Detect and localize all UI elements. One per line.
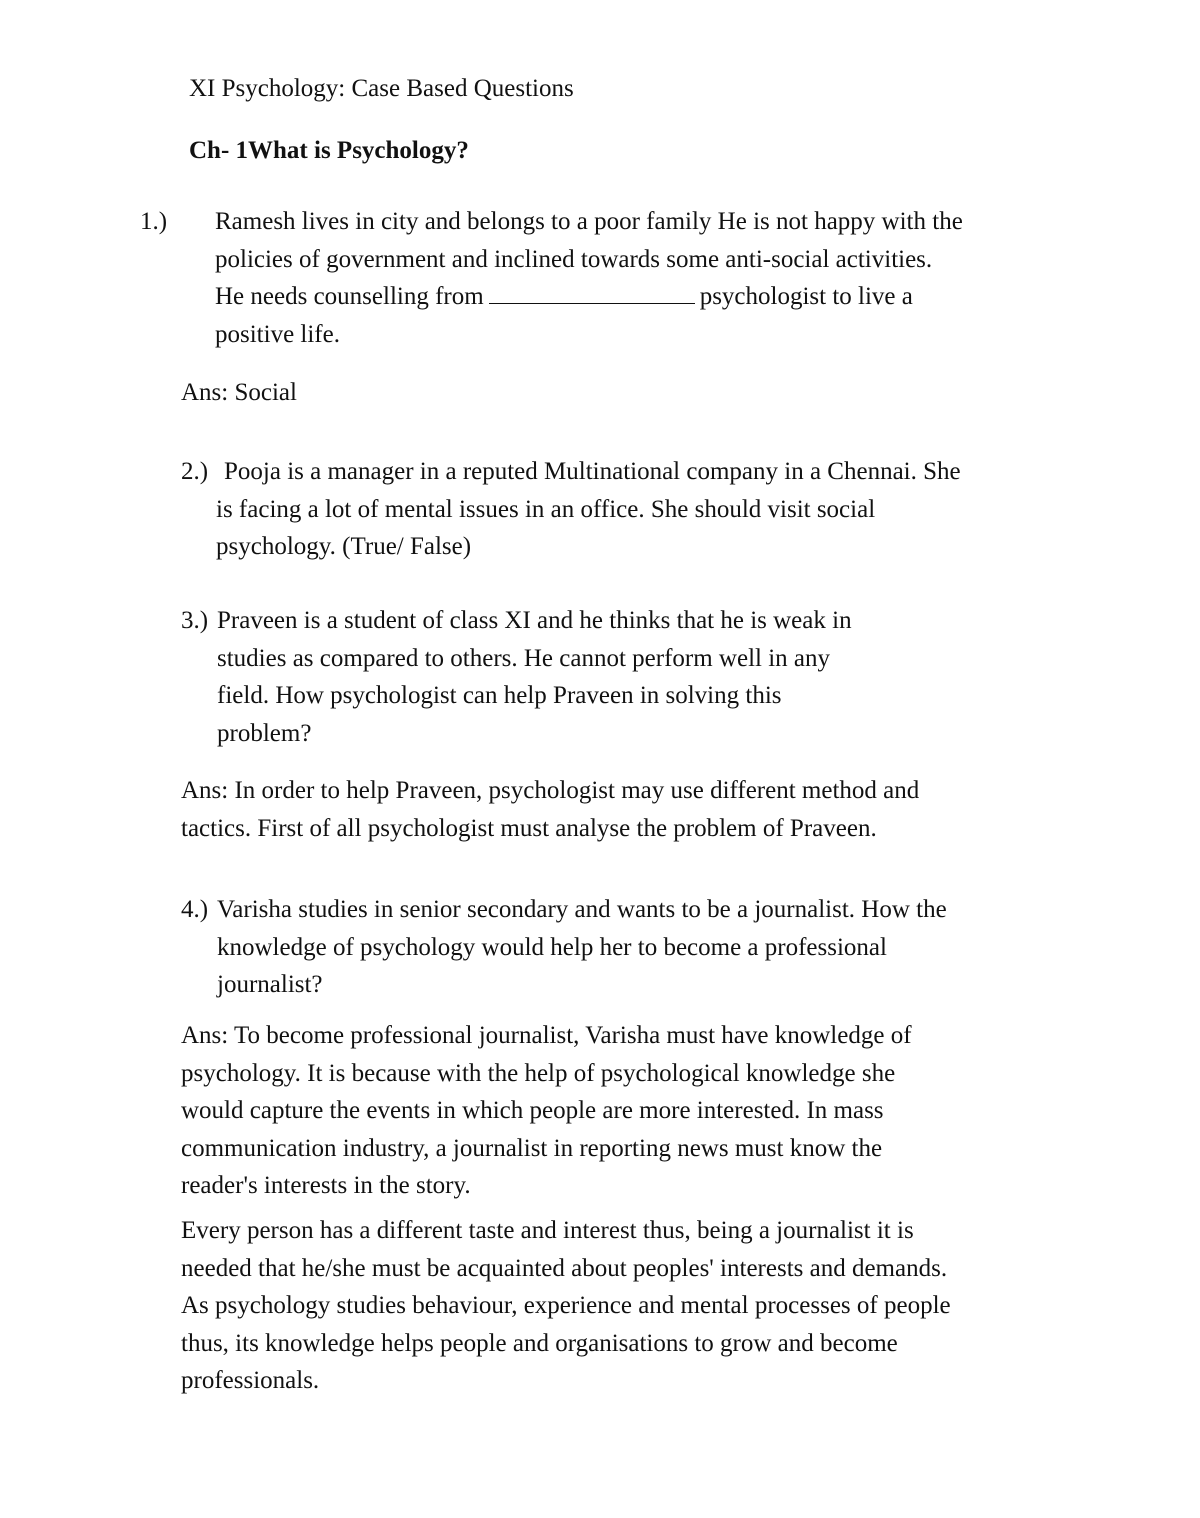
question-line: knowledge of psychology would help her to become a professional bbox=[217, 933, 887, 961]
question-line: Ramesh lives in city and belongs to a poor family He is not happy with the bbox=[215, 208, 963, 235]
question-number: 2.) bbox=[181, 458, 209, 485]
question-number: 4.) bbox=[181, 896, 209, 923]
question-text bbox=[215, 203, 963, 353]
question-text bbox=[216, 453, 961, 566]
answer-line: Ans: To become professional journalist, Varisha must have knowledge of bbox=[181, 1022, 912, 1049]
question-line: Pooja is a manager in a reputed Multinational company in a Chennai. She bbox=[224, 458, 961, 485]
question-text bbox=[217, 891, 947, 1004]
question-line: policies of government and inclined towards some anti-social activities. bbox=[215, 245, 933, 273]
question-line: Praveen is a student of class XI and he thinks that he is weak in bbox=[217, 607, 852, 634]
question-line: positive life. bbox=[215, 320, 340, 348]
question-line-part: He needs counselling from bbox=[215, 283, 484, 310]
answer-4-paragraph bbox=[181, 1212, 1081, 1400]
fill-in-blank bbox=[489, 281, 695, 304]
question-line: studies as compared to others. He cannot perform well in any bbox=[217, 644, 831, 672]
chapter-heading: Ch- 1What is Psychology? bbox=[189, 137, 469, 164]
answer-line: needed that he/she must be acquainted about peoples' interests and demands. bbox=[181, 1254, 948, 1282]
question-text bbox=[217, 602, 852, 752]
answer-line: communication industry, a journalist in reporting news must know the bbox=[181, 1134, 883, 1162]
answer-line: professionals. bbox=[181, 1367, 320, 1394]
answer-4 bbox=[181, 1017, 1081, 1205]
question-line: Varisha studies in senior secondary and wants to be a journalist. How the bbox=[217, 896, 947, 923]
question-line: journalist? bbox=[217, 971, 323, 998]
answer-3 bbox=[181, 772, 1081, 847]
answer-line: Every person has a different taste and interest thus, being a journalist it is bbox=[181, 1217, 914, 1244]
question-line: problem? bbox=[217, 719, 312, 747]
answer-line: psychology. It is because with the help of psychological knowledge she bbox=[181, 1059, 896, 1087]
question-number: 3.) bbox=[181, 607, 209, 634]
answer-1: Ans: Social bbox=[181, 379, 297, 406]
question-line: is facing a lot of mental issues in an office. She should visit social bbox=[216, 495, 876, 523]
answer-line: would capture the events in which people are more interested. In mass bbox=[181, 1097, 884, 1124]
answer-line: tactics. First of all psychologist must analyse the problem of Praveen. bbox=[181, 814, 877, 842]
answer-line: Ans: In order to help Praveen, psychologist may use different method and bbox=[181, 777, 920, 804]
question-line: field. How psychologist can help Praveen in solving this bbox=[217, 682, 782, 709]
answer-line: reader's interests in the story. bbox=[181, 1172, 471, 1199]
question-line-part: psychologist to live a bbox=[699, 283, 913, 310]
question-line: psychology. (True/ False) bbox=[216, 533, 472, 560]
question-line bbox=[215, 278, 963, 316]
question-number: 1.) bbox=[140, 208, 168, 235]
answer-line: As psychology studies behaviour, experience and mental processes of people bbox=[181, 1292, 951, 1319]
answer-line: thus, its knowledge helps people and organisations to grow and become bbox=[181, 1329, 898, 1357]
document-title: XI Psychology: Case Based Questions bbox=[189, 75, 574, 102]
